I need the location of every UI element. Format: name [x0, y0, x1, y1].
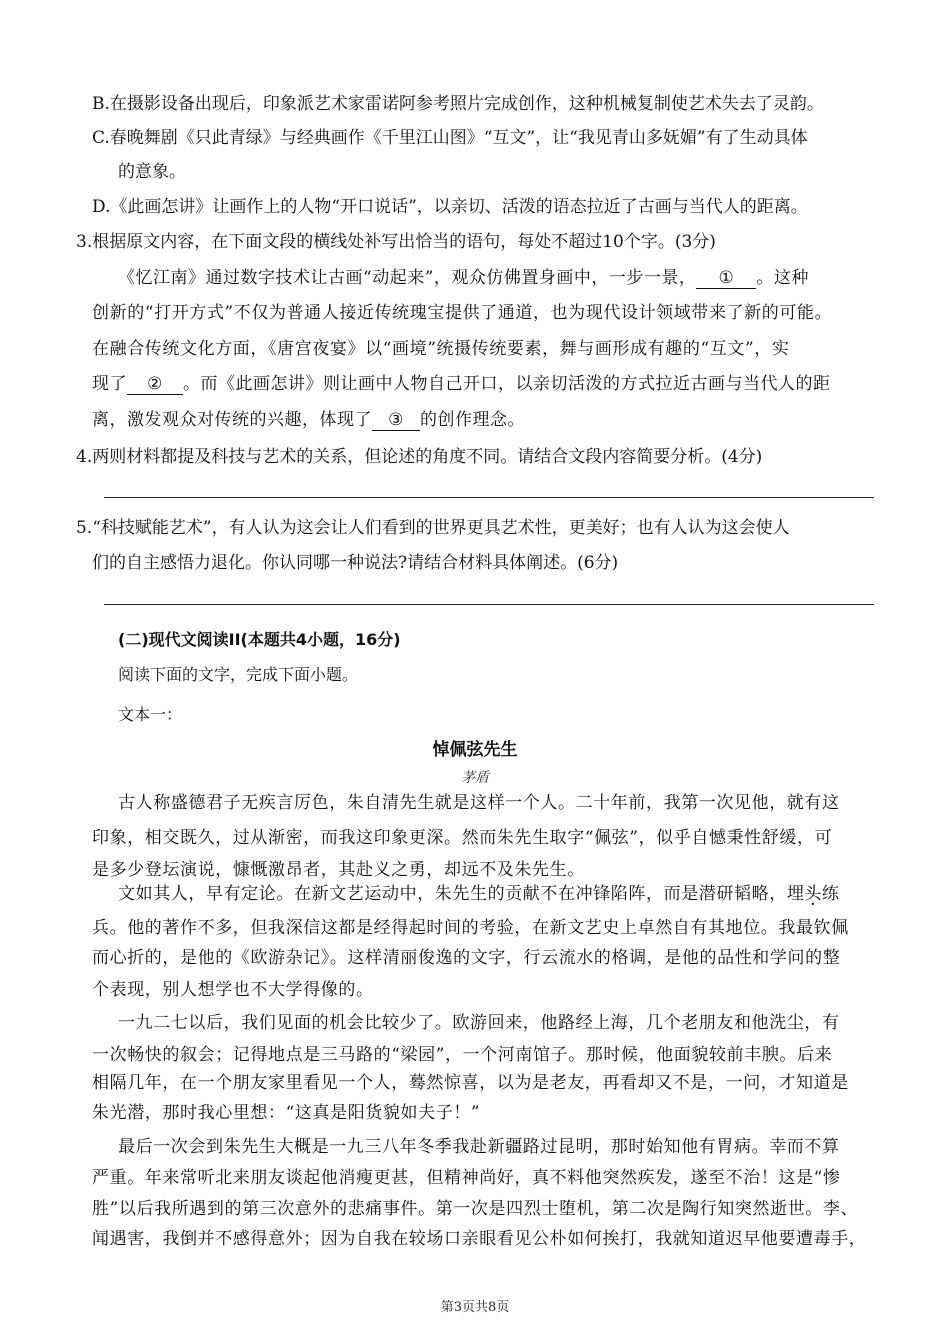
q3-passage-line3: 在融合传统文化方面，《唐宫夜宴》以“画境”统摄传统要素，舞与画形成有趣的“互文”，实 [92, 339, 790, 359]
answer-line-q4[interactable] [104, 497, 874, 498]
option-b: B.在摄影设备出现后，印象派艺术家雷诺阿参考照片完成创作，这种机械复制使艺术失去了灵韵。 [92, 94, 824, 114]
q3-text: 现了 [92, 374, 127, 394]
blank-1[interactable]: ① [696, 268, 756, 289]
article-line: 朱光潜，那时我心里想：“这真是阳货貌如夫子！” [92, 1103, 481, 1123]
blank-2[interactable]: ② [127, 374, 183, 395]
article-line: 而心折的，是他的《欧游杂记》。这样清丽俊逸的文字，行云流水的格调，是他的品性和学问的整 [92, 948, 841, 968]
article-line: 是多少登坛演说，慷慨激昂者，其赴义之勇，却远不及朱先生。 [92, 860, 585, 880]
article-line: 个表现，别人想学也不大学得像的。 [92, 980, 374, 1000]
q3-text: 。而《此画怎讲》则让画中人物自己开口，以亲切活泼的方式拉近古画与当代人的距 [183, 374, 831, 394]
article-line: 严重。年来常听北来朋友谈起他消瘦更甚，但精神尚好，真不料他突然疾发，遂至不治！这是“惨 [92, 1168, 841, 1188]
article-line: 印象，相交既久，过从渐密，而我这印象更深。然而朱先生取字“佩弦”，似乎自憾秉性舒缓，可 [92, 828, 833, 848]
option-c-line2: 的意象。 [118, 162, 186, 182]
emphasized-word: 埋头练 [786, 884, 840, 904]
article-line: 一次畅快的叙会；记得地点是三马路的“梁园”，一个河南馆子。那时候，他面貌较前丰腴。后来 [92, 1045, 833, 1065]
article-line: 兵。他的著作不多，但我深信这都是经得起时间的考验，在新文艺史上卓然自有其地位。我最钦佩 [92, 918, 849, 938]
answer-line-q5[interactable] [104, 604, 874, 605]
article-line: 闻遇害，我倒并不感得意外；因为自我在较场口亲眼看见公朴如何挨打，我就知道迟早他要遭毒手， [92, 1229, 867, 1249]
question-3: 3.根据原文内容，在下面文段的横线处补写出恰当的语句，每处不超过10个字。(3分) [76, 232, 716, 252]
article-author: 茅盾 [461, 770, 489, 786]
question-5-line1: 5.“科技赋能艺术”，有人认为这会让人们看到的世界更具艺术性，更美好；也有人认为这会使人 [76, 518, 790, 538]
article-text: 文如其人，早有定论。在新文艺运动中，朱先生的贡献不在冲锋陷阵，而是潜研韬略， [118, 884, 787, 904]
q3-passage-line2: 创新的“打开方式”不仅为普通人接近传统瑰宝提供了通道，也为现代设计领域带来了新的可能。 [92, 303, 833, 323]
question-5-line2: 们的自主感悟力退化。你认同哪一种说法?请结合材料具体阐述。(6分) [92, 553, 619, 573]
q3-text: 的创作理念。 [420, 410, 525, 430]
section-instruction: 阅读下面的文字，完成下面小题。 [118, 665, 359, 684]
article-line: 最后一次会到朱先生大概是一九三八年冬季我赴新疆路过昆明，那时始知他有胃病。幸而不算 [118, 1137, 840, 1157]
article-title: 悼佩弦先生 [432, 740, 518, 760]
q3-text: 《忆江南》通过数字技术让古画“动起来”，观众仿佛置身画中，一步一景， [118, 268, 697, 288]
article-line: 胜”以后我所遇到的第三次意外的悲痛事件。第一次是四烈士堕机，第二次是陶行知突然逝世。李、 [92, 1199, 859, 1219]
q3-passage-line4 [92, 371, 831, 397]
section-heading: (二)现代文阅读II(本题共4小题，16分) [118, 630, 401, 649]
page-footer: 第3页共8页 [440, 1300, 510, 1315]
option-d: D.《此画怎讲》让画作上的人物“开口说话”，以亲切、活泼的语态拉近了古画与当代人的距离。 [92, 197, 808, 217]
question-4: 4.两则材料都提及科技与艺术的关系，但论述的角度不同。请结合文段内容简要分析。(4分) [76, 447, 763, 467]
blank-3[interactable]: ③ [372, 410, 420, 431]
q3-passage-line1 [118, 265, 809, 291]
q3-text: 离，激发观众对传统的兴趣，体现了 [92, 410, 372, 430]
article-line: 古人称盛德君子无疾言厉色，朱自清先生就是这样一个人。二十年前，我第一次见他，就有这 [118, 793, 840, 813]
article-line: 相隔几年，在一个朋友家里看见一个人，蓦然惊喜，以为是老友，再看却又不是，一问，才知道是 [92, 1073, 849, 1093]
option-c-line1: C.春晚舞剧《只此青绿》与经典画作《千里江山图》“互文”，让“我见青山多妩媚”有了生动具体 [92, 128, 808, 148]
q3-passage-line5 [92, 407, 525, 433]
article-line: 一九二七以后，我们见面的机会比较少了。欧游回来，他路经上海，几个老朋友和他洗尘，有 [118, 1013, 840, 1033]
text-label: 文本一： [118, 705, 183, 724]
article-line [118, 881, 840, 907]
q3-text: 。这种 [756, 268, 809, 288]
